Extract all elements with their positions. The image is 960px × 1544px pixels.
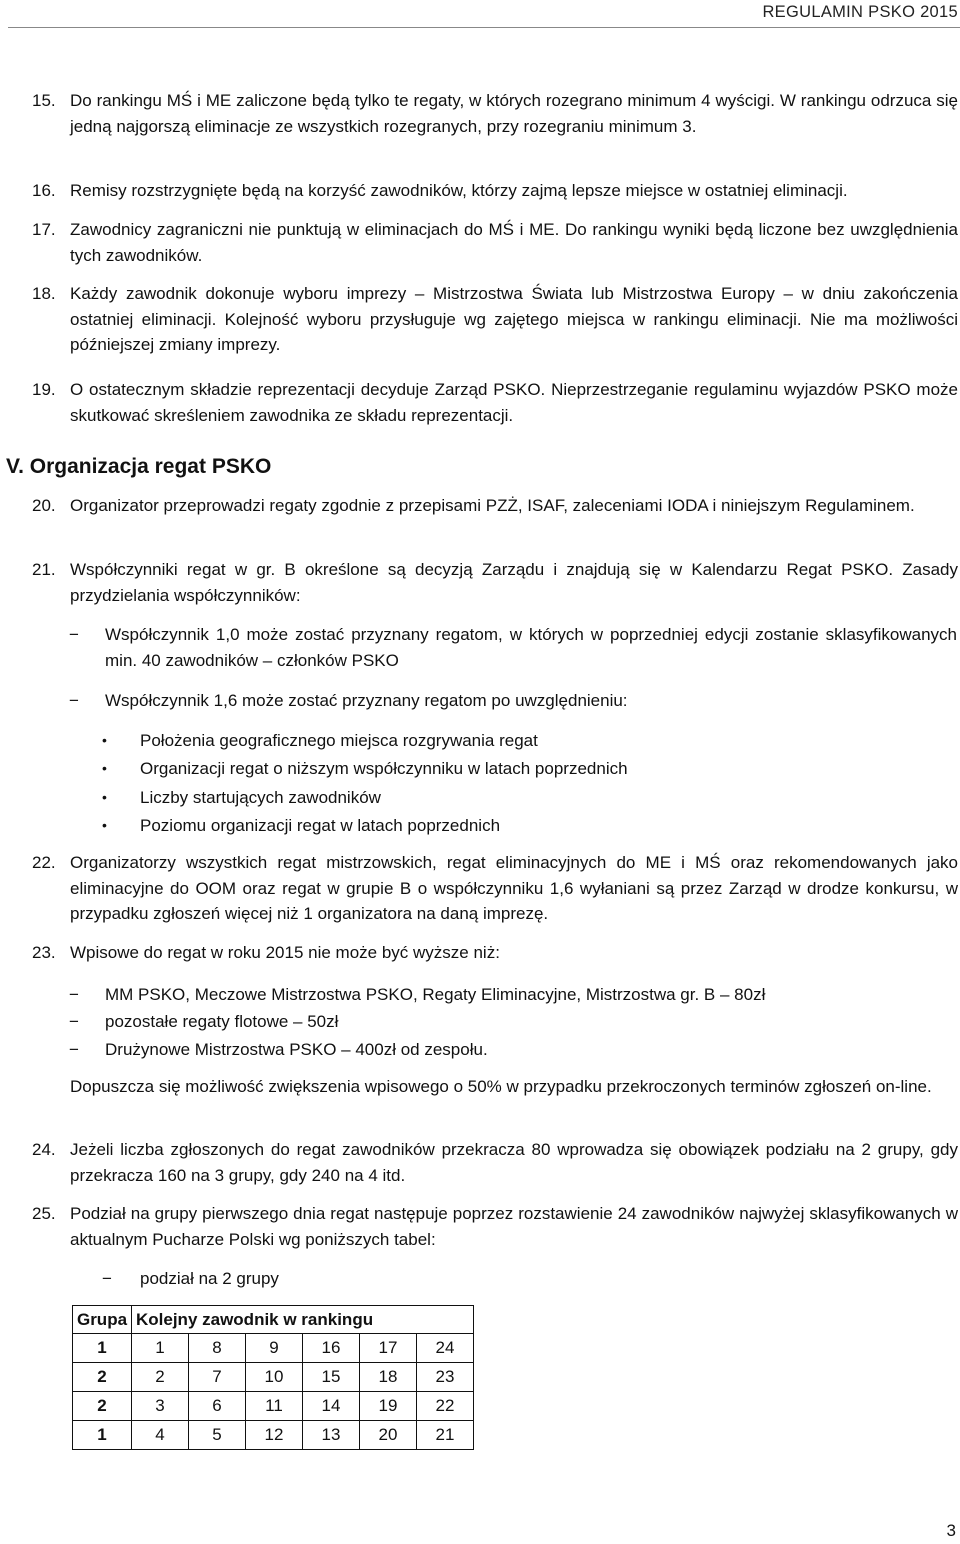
rule-number: 18. — [32, 284, 56, 303]
list-item — [69, 1009, 957, 1035]
list-item — [102, 1266, 958, 1292]
section-heading: V. Organizacja regat PSKO — [6, 455, 272, 478]
rule-number: 19. — [32, 380, 56, 399]
rule-17 — [32, 217, 958, 268]
list-item-text: pozostałe regaty flotowe – 50zł — [105, 1012, 339, 1031]
table-header-group: Grupa — [73, 1306, 132, 1334]
entry-fee-note: Dopuszcza się możliwość zwiększenia wpisowego o 50% w przypadku przekroczonych terminów zgłoszeń on-line. — [70, 1077, 932, 1096]
rule-number: 22. — [32, 853, 56, 872]
table-cell-group: 1 — [73, 1334, 132, 1363]
bullet-text: Poziomu organizacji regat w latach poprzednich — [140, 816, 501, 835]
table-cell-group: 2 — [73, 1392, 132, 1421]
rule-text: O ostatecznym składzie reprezentacji decyduje Zarząd PSKO. Nieprzestrzeganie regulaminu wyjazdów PSKO może skutkować skreśleniem zawodnika ze składu reprezentacji. — [70, 380, 958, 425]
list-item — [69, 622, 957, 673]
table-cell: 8 — [189, 1334, 246, 1363]
dash-marker: − — [69, 1012, 79, 1031]
table-cell: 2 — [132, 1363, 189, 1392]
table-cell: 6 — [189, 1392, 246, 1421]
table-cell: 4 — [132, 1421, 189, 1450]
table-cell: 23 — [417, 1363, 474, 1392]
bullet-item — [102, 728, 958, 754]
bullet-item — [102, 813, 958, 839]
rule-23 — [32, 940, 958, 966]
rule-25 — [32, 1201, 958, 1252]
table-cell-group: 2 — [73, 1363, 132, 1392]
list-item — [69, 982, 957, 1008]
dash-marker: − — [102, 1269, 112, 1288]
bullet-text: Liczby startujących zawodników — [140, 788, 381, 807]
table-cell: 13 — [303, 1421, 360, 1450]
list-item-text: MM PSKO, Meczowe Mistrzostwa PSKO, Regaty Eliminacyjne, Mistrzostwa gr. B – 80zł — [105, 985, 766, 1004]
table-cell: 12 — [246, 1421, 303, 1450]
list-item — [69, 688, 957, 714]
table-cell: 21 — [417, 1421, 474, 1450]
bullet-icon: • — [102, 817, 107, 833]
rule-text: Jeżeli liczba zgłoszonych do regat zawodników przekracza 80 wprowadza się obowiązek podziału na 2 grupy, gdy przekracza 160 na 3 grupy, gdy 240 na 4 itd. — [70, 1140, 958, 1185]
rule-text: Podział na grupy pierwszego dnia regat następuje poprzez rozstawienie 24 zawodników najwyżej sklasyfikowanych w aktualnym Pucharze Polski wg poniższych tabel: — [70, 1204, 958, 1249]
table-cell: 16 — [303, 1334, 360, 1363]
rule-text: Zawodnicy zagraniczni nie punktują w eliminacjach do MŚ i ME. Do rankingu wyniki będą liczone bez uwzględnienia tych zawodników. — [70, 220, 958, 265]
dash-marker: − — [69, 691, 79, 710]
header-divider — [8, 27, 960, 28]
rule-16 — [32, 178, 958, 204]
table-cell: 24 — [417, 1334, 474, 1363]
dash-marker: − — [69, 625, 79, 644]
table-cell: 15 — [303, 1363, 360, 1392]
rule-24 — [32, 1137, 958, 1188]
rule-number: 15. — [32, 91, 56, 110]
table-cell: 1 — [132, 1334, 189, 1363]
rule-19 — [32, 377, 958, 428]
bullet-icon: • — [102, 760, 107, 776]
rule-number: 21. — [32, 560, 56, 579]
list-item-text: Współczynnik 1,6 może zostać przyznany regatom po uwzględnieniu: — [105, 691, 628, 710]
rule-18 — [32, 281, 958, 358]
table-cell: 19 — [360, 1392, 417, 1421]
page-number: 3 — [946, 1521, 956, 1540]
table-cell-group: 1 — [73, 1421, 132, 1450]
table-row — [73, 1392, 474, 1421]
table-header-ranking: Kolejny zawodnik w rankingu — [132, 1306, 474, 1334]
table-cell: 14 — [303, 1392, 360, 1421]
table-cell: 9 — [246, 1334, 303, 1363]
bullet-icon: • — [102, 789, 107, 805]
rule-text: Remisy rozstrzygnięte będą na korzyść zawodników, którzy zajmą lepsze miejsce w ostatniej eliminacji. — [70, 181, 848, 200]
rule-20 — [32, 493, 958, 519]
dash-marker: − — [69, 985, 79, 1004]
rule-number: 25. — [32, 1204, 56, 1223]
dash-marker: − — [69, 1040, 79, 1059]
rule-text: Organizator przeprowadzi regaty zgodnie z przepisami PZŻ, ISAF, zaleceniami IODA i niniejszym Regulaminem. — [70, 496, 915, 515]
table-cell: 20 — [360, 1421, 417, 1450]
rule-number: 16. — [32, 181, 56, 200]
rule-15 — [32, 88, 958, 139]
table-cell: 18 — [360, 1363, 417, 1392]
table-cell: 17 — [360, 1334, 417, 1363]
rule-22 — [32, 850, 958, 927]
table-cell: 3 — [132, 1392, 189, 1421]
rule-text: Wpisowe do regat w roku 2015 nie może być wyższe niż: — [70, 943, 500, 962]
bullet-icon: • — [102, 732, 107, 748]
table-row — [73, 1363, 474, 1392]
rule-text: Każdy zawodnik dokonuje wyboru imprezy – Mistrzostwa Świata lub Mistrzostwa Europy – w dniu zakończenia ostatniej eliminacji. Kolejność wyboru przysługuje wg zajętego miejsca w rankingu eliminacji. Nie ma możliwości późniejszej zmiany imprezy. — [70, 284, 958, 354]
bullet-text: Organizacji regat o niższym współczynniku w latach poprzednich — [140, 759, 628, 778]
list-item-text: podział na 2 grupy — [140, 1269, 279, 1288]
table-cell: 5 — [189, 1421, 246, 1450]
table-row — [73, 1421, 474, 1450]
rule-number: 17. — [32, 220, 56, 239]
group-table — [72, 1305, 474, 1450]
list-item-text: Współczynnik 1,0 może zostać przyznany regatom, w których w poprzedniej edycji zostanie sklasyfikowanych min. 40 zawodników – członków PSKO — [105, 625, 957, 670]
list-item — [69, 1037, 957, 1063]
rule-number: 20. — [32, 496, 56, 515]
rule-text: Współczynniki regat w gr. B określone są decyzją Zarządu i znajdują się w Kalendarzu Regat PSKO. Zasady przydzielania współczynników: — [70, 560, 958, 605]
list-item-text: Drużynowe Mistrzostwa PSKO – 400zł od zespołu. — [105, 1040, 488, 1059]
bullet-item — [102, 756, 958, 782]
table-header-row — [73, 1306, 474, 1334]
rule-text: Do rankingu MŚ i ME zaliczone będą tylko te regaty, w których rozegrano minimum 4 wyścigi. W rankingu odrzuca się jedną najgorszą eliminacje ze wszystkich rozegranych, przy rozegraniu minimum 3. — [70, 91, 958, 136]
header-title: REGULAMIN PSKO 2015 — [762, 3, 958, 21]
bullet-text: Położenia geograficznego miejsca rozgrywania regat — [140, 731, 538, 750]
rule-text: Organizatorzy wszystkich regat mistrzowskich, regat eliminacyjnych do ME i MŚ oraz rekomendowanych jako eliminacyjne do OOM oraz regat w grupie B o współczynniku 1,6 wyłaniani są przez Zarząd w drodze konkursu, w przypadku zgłoszeń więcej niż 1 organizatora na daną imprezę. — [70, 853, 958, 923]
table-cell: 7 — [189, 1363, 246, 1392]
rule-number: 24. — [32, 1140, 56, 1159]
table-cell: 11 — [246, 1392, 303, 1421]
rule-21 — [32, 557, 958, 608]
table-row — [73, 1334, 474, 1363]
table-cell: 22 — [417, 1392, 474, 1421]
bullet-item — [102, 785, 958, 811]
table-cell: 10 — [246, 1363, 303, 1392]
rule-number: 23. — [32, 943, 56, 962]
